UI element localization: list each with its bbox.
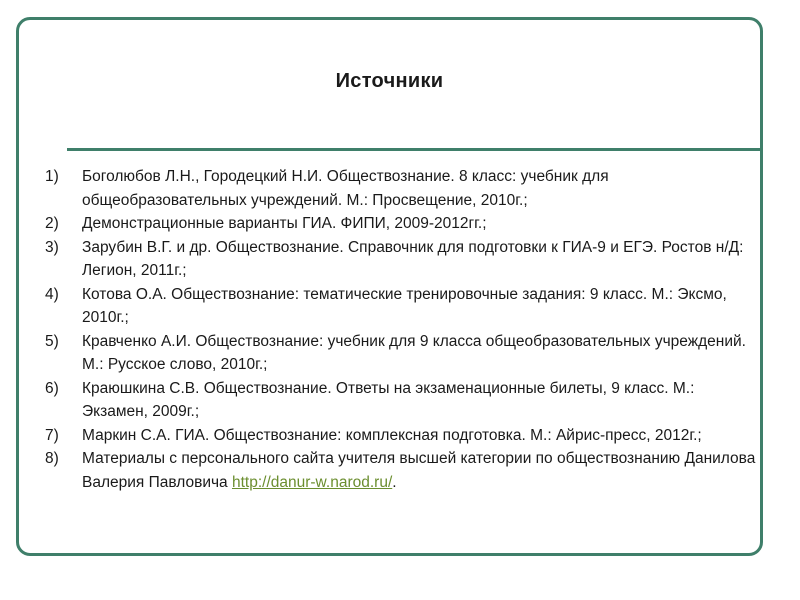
slide-title: Источники (335, 70, 444, 92)
source-text: Демонстрационные варианты ГИА. ФИПИ, 2009-2012гг.; (82, 215, 487, 232)
source-text: Маркин С.А. ГИА. Обществознание: комплексная подготовка. М.: Айрис-пресс, 2012г.; (82, 426, 702, 444)
source-number: 5) (45, 332, 59, 350)
source-item (45, 377, 757, 424)
source-number: 6) (45, 379, 59, 397)
source-text: Котова О.А. Обществознание: тематические тренировочные задания: 9 класс. М.: Эксмо, 2010г.; (82, 285, 727, 326)
source-number: 7) (45, 426, 59, 444)
source-number: 2) (45, 215, 59, 232)
source-number: 1) (45, 168, 59, 185)
source-text: Зарубин В.Г. и др. Обществознание. Справочник для подготовки к ГИА-9 и ЕГЭ. Ростов н/Д: Легион, 2011г.; (82, 238, 744, 279)
source-item (45, 212, 757, 236)
source-text: Материалы с персонального сайта учителя высшей категории по обществознанию Данилова Валерия Павловича (82, 450, 756, 491)
source-item (45, 165, 757, 212)
source-number: 3) (45, 238, 59, 256)
teacher-site-link[interactable]: http://danur-w.narod.ru/ (231, 473, 393, 491)
source-item (45, 283, 757, 330)
sources-list (45, 165, 757, 494)
title-divider (67, 148, 760, 151)
source-item (45, 236, 757, 283)
source-number: 4) (45, 285, 59, 303)
source-item (45, 447, 757, 494)
slide-frame (16, 17, 763, 556)
source-tail: . (392, 473, 397, 491)
source-text: Кравченко А.И. Обществознание: учебник для 9 класса общеобразовательных учреждений. М.: Русское слово, 2010г.; (82, 332, 746, 373)
source-number: 8) (45, 450, 59, 467)
source-text: Боголюбов Л.Н., Городецкий Н.И. Обществознание. 8 класс: учебник для общеобразовательных учреждений. М.: Просвещение, 2010г.; (82, 168, 609, 209)
source-item (45, 424, 757, 448)
source-item (45, 330, 757, 377)
source-text: Краюшкина С.В. Обществознание. Ответы на экзаменационные билеты, 9 класс. М.: Экзамен, 2009г.; (82, 379, 695, 420)
